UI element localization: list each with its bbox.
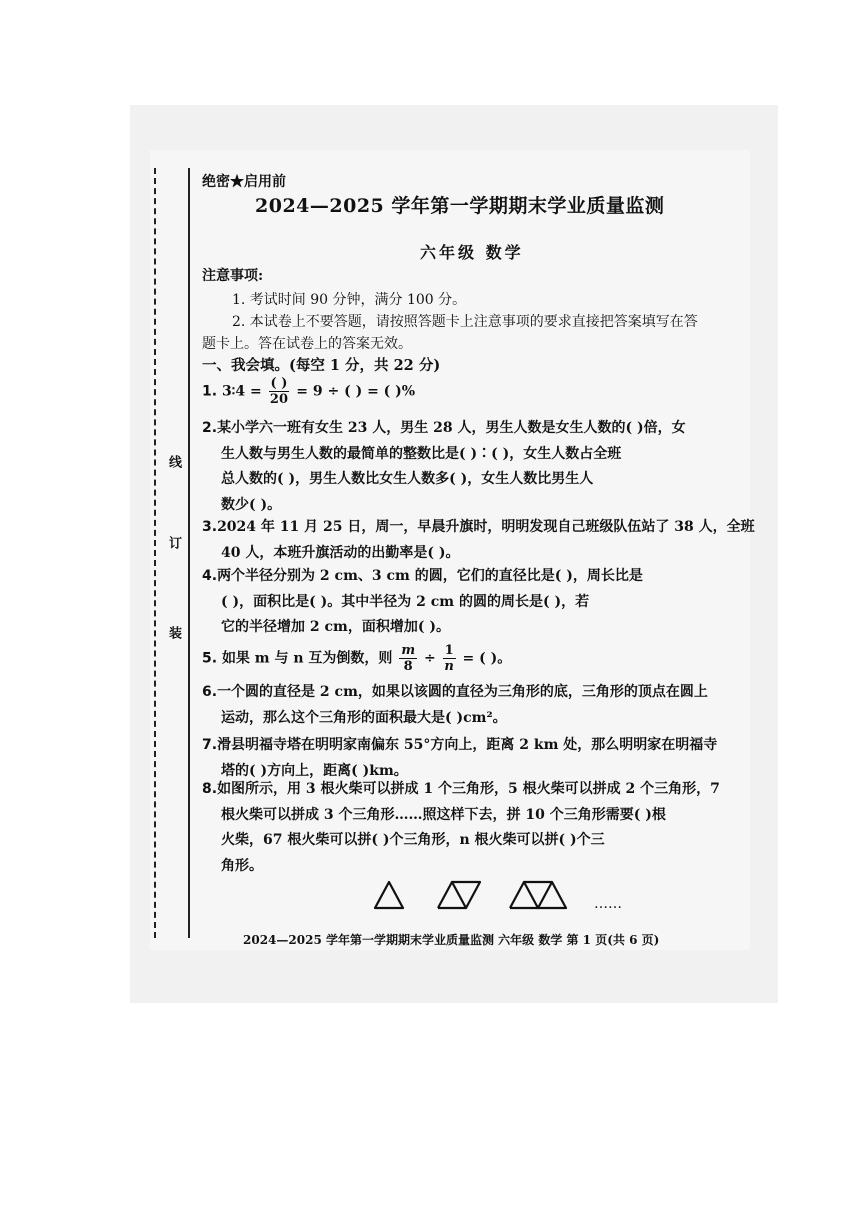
q4-line-2: ( )，面积比是( )。其中半径为 2 cm 的圆的周长是( )，若 [221, 593, 590, 610]
q7-line-2: 塔的( )方向上，距离( )km。 [221, 762, 408, 779]
q5-fraction-2-denominator: n [444, 659, 454, 674]
figure-ellipsis: …… [594, 896, 622, 912]
q8-line-2: 根火柴可以拼成 3 个三角形……照这样下去，拼 10 个三角形需要( )根 [221, 806, 666, 823]
q5-fraction-1-numerator: m [401, 643, 416, 658]
q5-fraction-1-over-n [443, 643, 456, 674]
section-1-heading: 一、我会填。(每空 1 分，共 22 分) [202, 357, 441, 374]
question-number: 2. [202, 420, 218, 436]
triangle-figure-3 [510, 882, 566, 908]
question-2 [202, 416, 762, 518]
notice-heading: 注意事项: [202, 268, 264, 284]
q2-line-1: 某小学六一班有女生 23 人，男生 28 人，男生人数是女生人数的( )倍，女 [217, 420, 686, 436]
q7-line-1: 滑县明福寺塔在明明家南偏东 55°方向上，距离 2 km 处，那么明明家在明福寺 [217, 737, 718, 753]
notice-line-2: 2. 本试卷上不要答题，请按照答题卡上注意事项的要求直接把答案填写在答 [232, 314, 698, 330]
question-5 [202, 643, 762, 674]
q5-fraction-1-denominator: 8 [403, 659, 413, 674]
notice-line-3: 题卡上。答在试卷上的答案无效。 [202, 336, 412, 352]
q2-line-4: 数少( )。 [221, 496, 282, 513]
q8-line-1: 如图所示，用 3 根火柴可以拼成 1 个三角形，5 根火柴可以拼成 2 个三角形，7 [217, 781, 720, 797]
triangle-figure-1 [375, 882, 403, 908]
q5-tail: = ( )。 [462, 650, 512, 667]
q2-line-2: 生人数与男生人数的最简单的整数比是( )∶( )，女生人数占全班 [221, 445, 622, 462]
secret-mark: 绝密★启用前 [202, 174, 286, 190]
question-1 [202, 376, 762, 407]
q6-line-2: 运动，那么这个三角形的面积最大是( )cm²。 [221, 709, 507, 726]
q4-line-3: 它的半径增加 2 cm，面积增加( )。 [221, 619, 450, 635]
margin-label-line: 线 [166, 455, 181, 468]
q3-line-1: 2024 年 11 月 25 日，周一，早晨升旗时，明明发现自己班级队伍站了 38 人，全班 [217, 519, 755, 535]
page-footer: 2024—2025 学年第一学期期末学业质量监测 六年级 数学 第 1 页(共 6 页) [243, 933, 660, 947]
q5-fraction-2-numerator: 1 [444, 643, 454, 658]
margin-label-ding: 订 [166, 536, 181, 549]
question-number: 1. [202, 383, 218, 400]
q4-line-1: 两个半径分别为 2 cm、3 cm 的圆，它们的直径比是( )，周长比是 [217, 568, 643, 584]
notice-line-1: 1. 考试时间 90 分钟，满分 100 分。 [232, 292, 467, 308]
q5-fraction-m-over-8 [399, 643, 417, 674]
q8-line-3: 火柴，67 根火柴可以拼( )个三角形，n 根火柴可以拼( )个三 [221, 832, 605, 848]
page-subtitle: 六年级 数学 [420, 243, 524, 262]
q5-lead: 如果 m 与 n 互为倒数，则 [221, 650, 393, 667]
matchstick-triangles-figure [370, 872, 630, 912]
question-number: 8. [202, 781, 218, 797]
question-number: 3. [202, 519, 218, 535]
q5-divide-sign: ÷ [423, 650, 436, 667]
question-8 [202, 777, 762, 879]
q6-line-1: 一个圆的直径是 2 cm，如果以该圆的直径为三角形的底，三角形的顶点在圆上 [217, 684, 708, 700]
q8-line-4: 角形。 [221, 857, 263, 874]
page-title: 2024—2025 学年第一学期期末学业质量监测 [255, 195, 665, 217]
question-number: 6. [202, 684, 218, 700]
triangle-figure-2 [438, 882, 480, 908]
q1-ratio: 3∶4 = [221, 383, 262, 400]
q1-tail: = 9 ÷ ( ) = ( )% [296, 383, 416, 400]
binding-dashed-line [154, 168, 156, 938]
q3-line-2: 40 人，本班升旗活动的出勤率是( )。 [221, 544, 460, 561]
q1-fraction-denominator: 20 [269, 392, 288, 407]
margin-label-zhuang: 装 [166, 626, 181, 639]
q1-fraction-numerator: ( ) [270, 376, 288, 391]
question-4 [202, 564, 762, 641]
question-number: 7. [202, 737, 218, 753]
question-6 [202, 680, 762, 731]
q1-fraction [269, 376, 290, 407]
binding-margin-rule [188, 168, 190, 938]
question-3 [202, 515, 762, 566]
q2-line-3: 总人数的( )，男生人数比女生人数多( )，女生人数比男生人 [221, 471, 594, 487]
question-number: 5. [202, 650, 218, 667]
question-number: 4. [202, 568, 218, 584]
